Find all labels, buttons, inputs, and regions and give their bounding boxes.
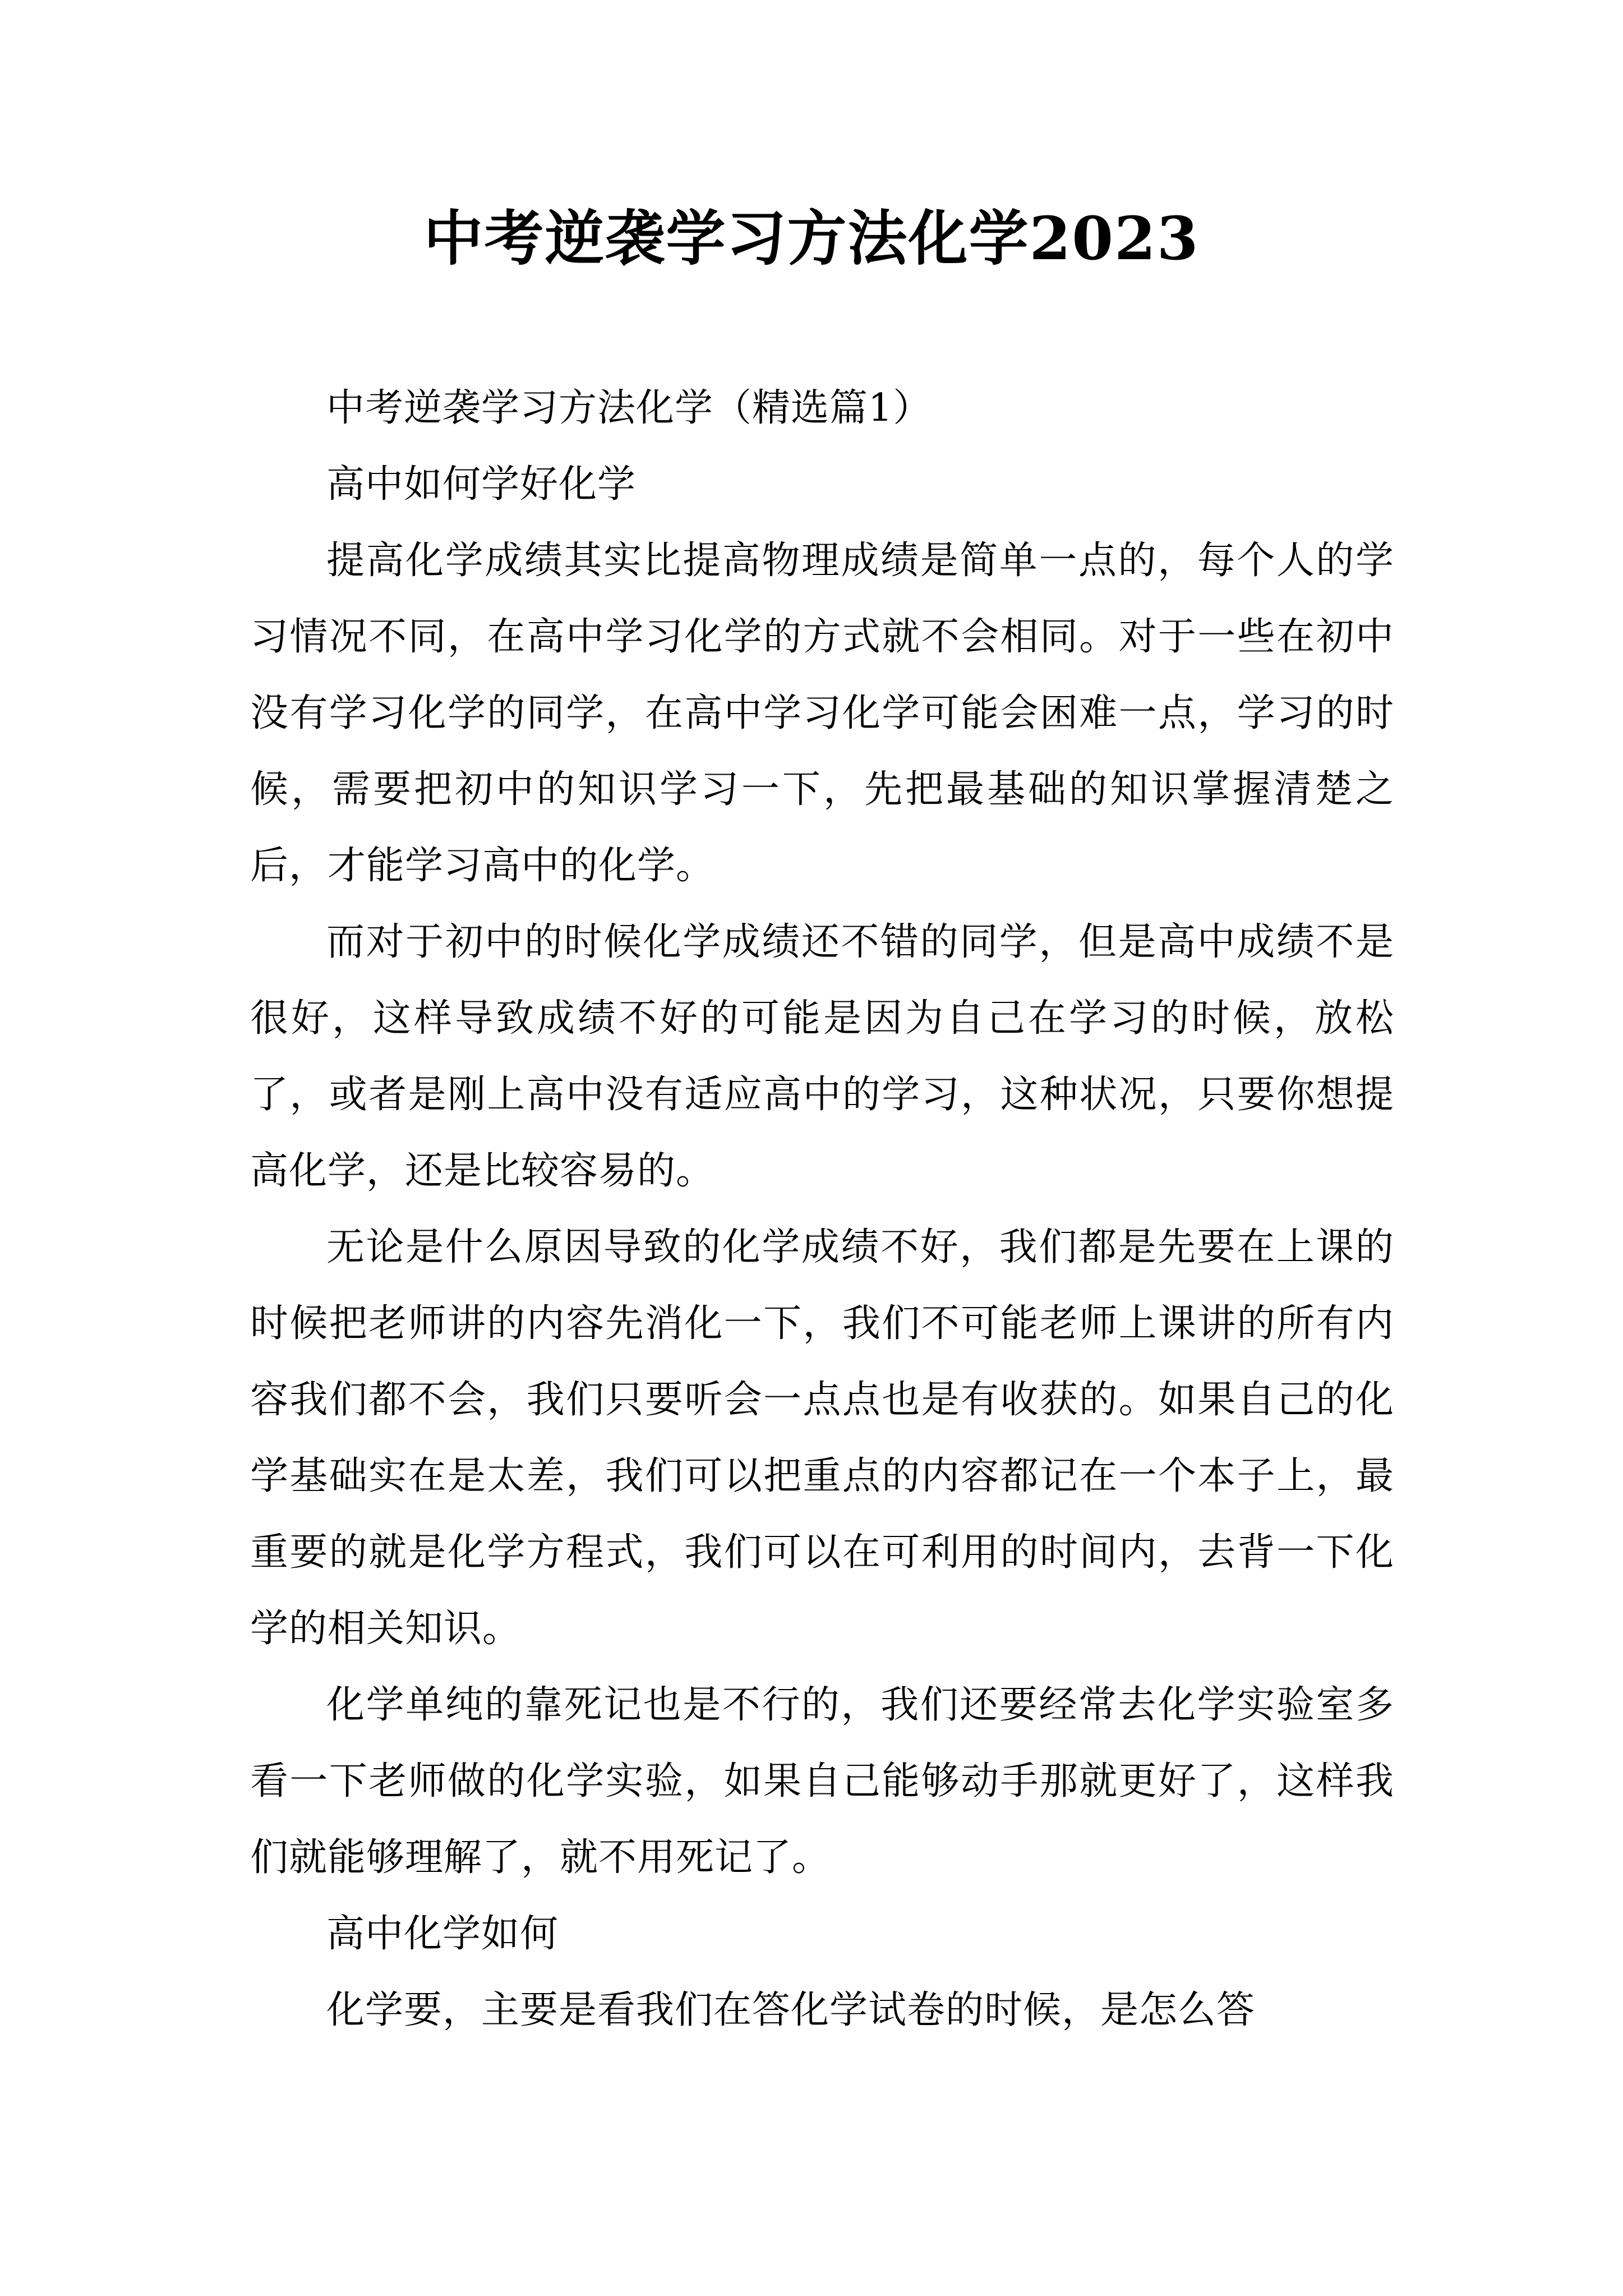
paragraph: 而对于初中的时候化学成绩还不错的同学，但是高中成绩不是很好，这样导致成绩不好的可能是因为自己在学习的时候，放松了，或者是刚上高中没有适应高中的学习，这种状况，只要你想提高化学，还是比较容易的。: [250, 920, 1394, 1193]
subheading-how-to-learn-chemistry: 高中如何学好化学: [326, 462, 637, 507]
paragraph: 无论是什么原因导致的化学成绩不好，我们都是先要在上课的时候把老师讲的内容先消化一下，我们不可能老师上课讲的所有内容我们都不会，我们只要听会一点点也是有收获的。如果自己的化学基础实在是太差，我们可以把重点的内容都记在一个本子上，最重要的就是化学方程式，我们可以在可利用的时间内，去背一下化学的相关知识。: [250, 1225, 1394, 1651]
subheading-high-school-chemistry: 高中化学如何: [326, 1912, 559, 1956]
paragraph-truncated: 化学要，主要是看我们在答化学试卷的时候，是怎么答: [326, 1988, 1256, 2032]
section-heading: 中考逆袭学习方法化学（精选篇1）: [326, 386, 932, 430]
document-body: [250, 370, 1394, 2049]
paragraph: 化学单纯的靠死记也是不行的，我们还要经常去化学实验室多看一下老师做的化学实验，如果自己能够动手那就更好了，这样我们就能够理解了，就不用死记了。: [250, 1683, 1394, 1880]
paragraph: 提高化学成绩其实比提高物理成绩是简单一点的，每个人的学习情况不同，在高中学习化学的方式就不会相同。对于一些在初中没有学习化学的同学，在高中学习化学可能会困难一点，学习的时候，需要把初中的知识学习一下，先把最基础的知识掌握清楚之后，才能学习高中的化学。: [250, 539, 1394, 888]
document-title: 中考逆袭学习方法化学2023: [423, 203, 1200, 273]
